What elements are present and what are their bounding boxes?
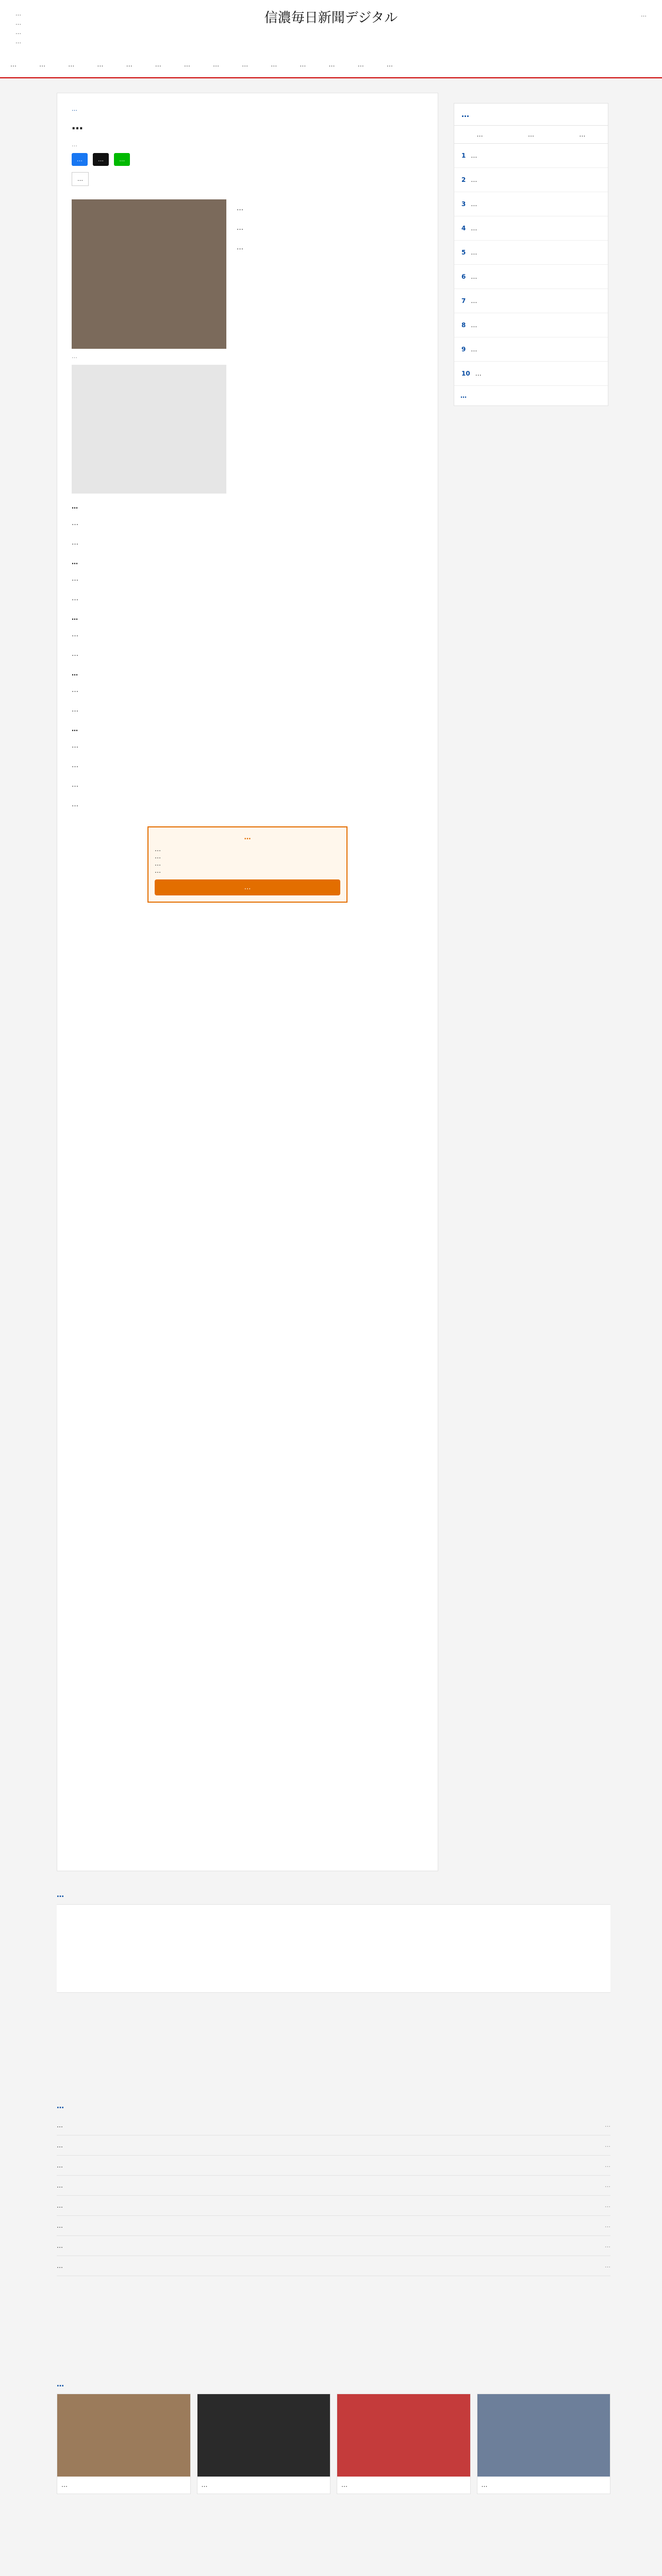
cta-line: … — [155, 867, 161, 874]
cta-line: … — [155, 853, 161, 860]
nav-item[interactable]: … — [357, 61, 364, 68]
cta-line: … — [155, 860, 161, 867]
ranking-item[interactable]: 7 … — [454, 289, 608, 313]
section-title: … — [72, 503, 78, 510]
share-button[interactable]: … — [114, 153, 130, 166]
article-paragraph: … — [237, 244, 243, 251]
later-row[interactable]: … … — [57, 2196, 610, 2216]
section-title: … — [72, 614, 78, 621]
card[interactable]: … — [477, 2394, 611, 2494]
site-logo[interactable]: 信濃毎日新聞デジタル — [264, 10, 398, 26]
later-title: … — [57, 2102, 64, 2110]
later-row[interactable]: … … — [57, 2176, 610, 2196]
nav-item[interactable]: … — [97, 61, 104, 68]
article-paragraph: … — [72, 781, 78, 789]
cta-button[interactable]: … — [155, 879, 340, 895]
nav-item[interactable]: … — [212, 61, 219, 68]
article-keywords[interactable]: … — [72, 106, 77, 112]
ranking-item[interactable]: 6 … — [454, 265, 608, 289]
ranking-item[interactable]: 4 … — [454, 216, 608, 241]
article-paragraph: … — [237, 224, 243, 232]
share-button[interactable]: … — [93, 153, 109, 166]
card[interactable]: … — [57, 2394, 191, 2494]
figure-caption: … — [72, 353, 77, 360]
ranking-box — [454, 103, 608, 406]
nav-item[interactable]: … — [39, 61, 46, 68]
ranking-list — [454, 144, 608, 386]
cards-section — [57, 2380, 610, 2576]
article-main — [57, 93, 438, 1871]
article-title: … — [72, 120, 83, 132]
article-paragraph: … — [72, 706, 78, 714]
nav-item[interactable]: … — [184, 61, 190, 68]
ranking-item[interactable]: 1 … — [454, 144, 608, 168]
nav-item[interactable]: … — [10, 61, 16, 68]
cards-title: … — [57, 2380, 64, 2388]
section-title: … — [72, 670, 78, 677]
article-paragraph: … — [72, 742, 78, 750]
nav-item[interactable]: … — [300, 61, 306, 68]
header-sub-link[interactable]: … — [15, 38, 21, 45]
article-paragraph: … — [72, 761, 78, 769]
cta-title: … — [244, 834, 251, 841]
bookmark-button[interactable]: … — [72, 172, 89, 186]
nav-item[interactable]: … — [126, 61, 133, 68]
article-paragraph: … — [72, 595, 78, 602]
later-row[interactable]: … … — [57, 2216, 610, 2236]
related-section — [57, 1891, 610, 2009]
header-right[interactable]: … — [641, 11, 647, 18]
article-date: … — [72, 141, 77, 148]
ranking-title: … — [454, 104, 608, 126]
article-paragraph: … — [72, 650, 78, 658]
ranking-item[interactable]: 3 … — [454, 192, 608, 216]
header-sub-link[interactable]: … — [15, 10, 21, 17]
article-paragraph: … — [72, 539, 78, 547]
nav-item[interactable]: … — [155, 61, 161, 68]
article-paragraph: … — [72, 575, 78, 583]
ranking-tab[interactable]: … — [579, 131, 586, 138]
card[interactable]: … — [197, 2394, 331, 2494]
main-nav — [0, 52, 662, 78]
section-title: … — [72, 725, 78, 733]
article-photo — [72, 199, 226, 349]
ranking-item[interactable]: 2 … — [454, 168, 608, 192]
nav-item[interactable]: … — [242, 61, 249, 68]
sidebar — [454, 103, 608, 406]
ranking-item[interactable]: 9 … — [454, 337, 608, 362]
later-row[interactable]: … … — [57, 2256, 610, 2276]
section-title: … — [72, 558, 78, 566]
ranking-item[interactable]: 8 … — [454, 313, 608, 337]
ranking-tab[interactable]: … — [476, 131, 483, 138]
article-paragraph: … — [72, 686, 78, 694]
cta-line: … — [155, 845, 161, 853]
related-list[interactable] — [57, 1904, 610, 1993]
nav-item[interactable]: … — [271, 61, 277, 68]
share-buttons — [72, 153, 423, 166]
nav-item[interactable]: … — [68, 61, 75, 68]
ranking-item[interactable]: 5 … — [454, 241, 608, 265]
header-sub-link[interactable]: … — [15, 20, 21, 26]
later-row[interactable]: … … — [57, 2136, 610, 2156]
top-bar — [0, 0, 662, 52]
article-paragraph: … — [72, 801, 78, 808]
later-row[interactable]: … … — [57, 2236, 610, 2256]
later-row[interactable]: … … — [57, 2115, 610, 2136]
ranking-more-link[interactable]: … — [460, 392, 467, 399]
membership-cta — [147, 826, 347, 903]
ranking-item[interactable]: 10 … — [454, 362, 608, 386]
nav-item[interactable]: … — [328, 61, 335, 68]
later-row[interactable]: … … — [57, 2156, 610, 2176]
later-section — [57, 2102, 610, 2349]
related-title: … — [57, 1891, 64, 1899]
share-button[interactable]: … — [72, 153, 88, 166]
article-paragraph: … — [72, 631, 78, 638]
nav-item[interactable]: … — [386, 61, 393, 68]
article-paragraph: … — [72, 519, 78, 527]
card[interactable]: … — [337, 2394, 471, 2494]
article-paragraph: … — [237, 205, 243, 212]
header-sub-links — [15, 9, 21, 46]
header-sub-link[interactable]: … — [15, 29, 21, 36]
ranking-tab[interactable]: … — [527, 131, 534, 138]
advertisement[interactable] — [72, 365, 226, 494]
